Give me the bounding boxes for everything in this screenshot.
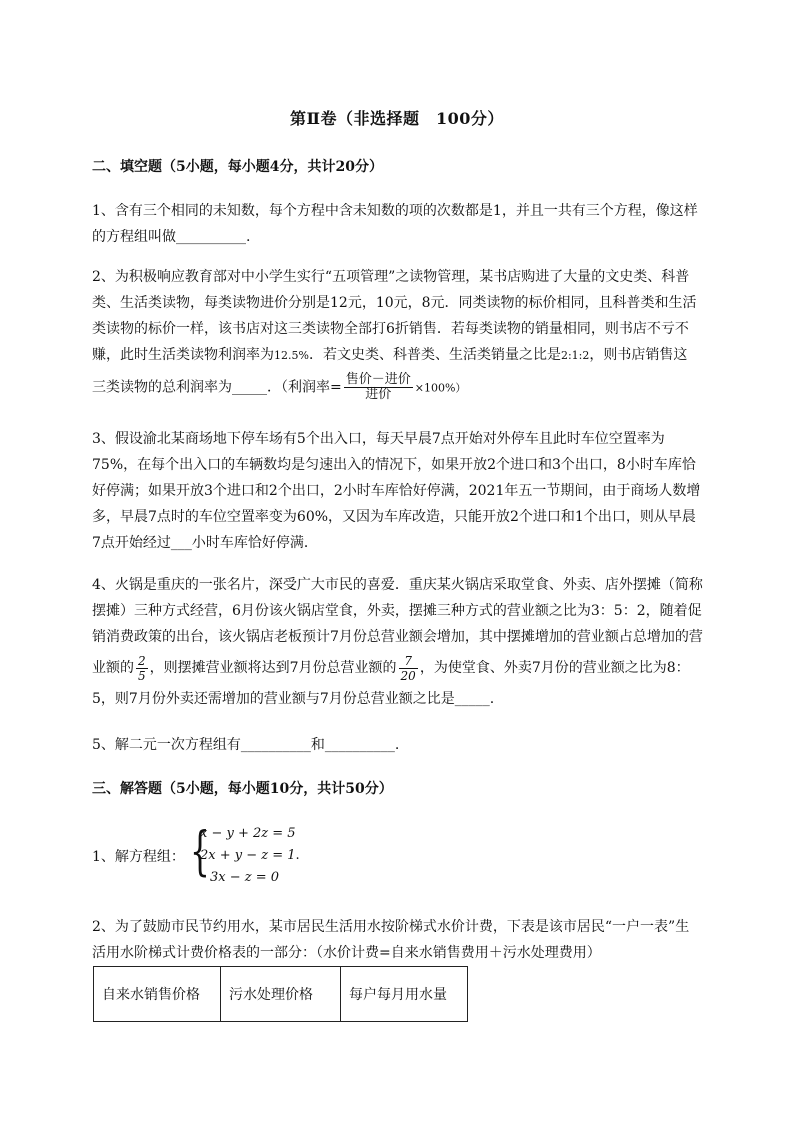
equation-2 [200,848,300,863]
question-line: 3、假设渝北某商场地下停车场有5个出入口，每天早晨7点开始对外停车且此时车位空置率为 [92,431,665,447]
question-line: 1、含有三个相同的未知数，每个方程中含未知数的项的次数都是1，并且一共有三个方程，像这样 [92,203,698,219]
question-line: 75%，在每个出入口的车辆数均是匀速出入的情况下，如果开放2个进口和3个出口，8小时车库恰 [92,457,696,473]
question-line: 活用水阶梯式计费价格表的一部分：（水价计费=自来水销售费用＋污水处理费用） [92,945,601,961]
page-title: 第Ⅱ卷（非选择题 100分） [290,109,504,128]
question-line: 5，则7月份外卖还需增加的营业额与7月份总营业额之比是_____. [92,691,495,707]
question-line [92,373,712,402]
profit-rate-fraction [344,373,413,402]
table-header-cell: 自来水销售价格 [94,967,221,1022]
question-line: 2、为积极响应教育部对中小学生实行“五项管理”之读物管理，某书店购进了大量的文史类、科普 [92,269,690,285]
equation-3: 3x − z = 0 [210,870,280,885]
table-header-cell: 每户每月用水量 [341,967,468,1022]
question-3-2 [92,914,712,966]
question-line: 4、火锅是重庆的一张名片，深受广大市民的喜爱．重庆某火锅店采取堂食、外卖、店外摆摊（简称 [92,577,703,593]
question-line [92,342,712,369]
fraction-numerator: 2 [138,653,146,668]
question-line: 的方程组叫做__________. [92,229,251,245]
question-line: 摆摊）三种方式经营，6月份该火锅店堂食，外卖，摆摊三种方式的营业额之比为3：5：2，随着促 [92,603,702,619]
question-2-3 [92,426,712,556]
question-2-1 [92,198,712,250]
question-line: 7点开始经过___小时车库恰好停满． [92,535,318,551]
text: ×100%） [414,381,467,395]
section-heading-fill-in: 二、填空题（5小题，每小题4分，共计20分） [92,159,383,175]
question-line: 销消费政策的出台，该火锅店老板预计7月份总营业额会增加，其中摆摊增加的营业额占总增加的营 [92,629,703,645]
left-brace-icon: { [190,822,210,882]
question-line: 类、生活类读物，每类读物进价分别是12元，10元，8元．同类读物的标价相同，且科普类和生活 [92,295,697,311]
question-line: 2、为了鼓励市民节约用水，某市居民生活用水按阶梯式水价计费，下表是该市居民“一户一表”生 [92,919,690,935]
equation-system [190,822,310,886]
section-heading-solve: 三、解答题（5小题，每小题10分，共计50分） [92,781,393,797]
fraction-denominator: 进价 [365,387,392,402]
equation-1: x − y + 2z = 5 [200,826,296,841]
text: 12.5% [274,349,309,362]
fraction-denominator: 5 [138,668,146,683]
table-header-cell: 污水处理价格 [221,967,341,1022]
text: ，则摆摊营业额将达到7月份总营业额的 [149,660,397,676]
question-line: 好停满；如果开放3个进口和2个出口，2小时车库恰好停满，2021年五一节期间，由于商场人数增 [92,483,701,499]
water-price-table [93,966,468,1022]
fraction-numerator: 售价－进价 [345,372,411,387]
fraction-denominator: 20 [400,668,416,683]
equation-text: 2x + y − z = 1 [200,848,296,863]
question-2-5: 5、解二元一次方程组有__________和__________. [92,737,400,753]
fraction-two-fifths [136,654,148,683]
fraction-seven-twentieths [399,654,418,683]
text: 三类读物的总利润率为_____．（利润率= [92,379,342,396]
question-line: 类读物的标价一样，该书店对这三类读物全部打6折销售．若每类读物的销量相同，则书店不亏不 [92,321,689,337]
equation-period: . [295,848,300,863]
text: ．若文史类、科普类、生活类销量之比是 [308,347,561,363]
text: 赚，此时生活类读物利润率为 [92,347,274,363]
text: 业额的 [92,660,134,676]
table-row [94,967,468,1022]
question-3-1-prefix: 1、解方程组： [92,849,185,865]
question-line [92,650,712,686]
question-2-2 [92,264,712,402]
question-2-4 [92,572,712,712]
text: ，则书店销售这 [589,347,688,363]
text: 2:1:2 [560,349,590,362]
text: ，为使堂食、外卖7月份的营业额之比为8： [419,660,690,676]
fraction-numerator: 7 [399,654,418,669]
question-line: 多，早晨7点时的车位空置率变为60%，又因为车库改造，只能开放2个进口和1个出口，则从早晨 [92,509,696,525]
